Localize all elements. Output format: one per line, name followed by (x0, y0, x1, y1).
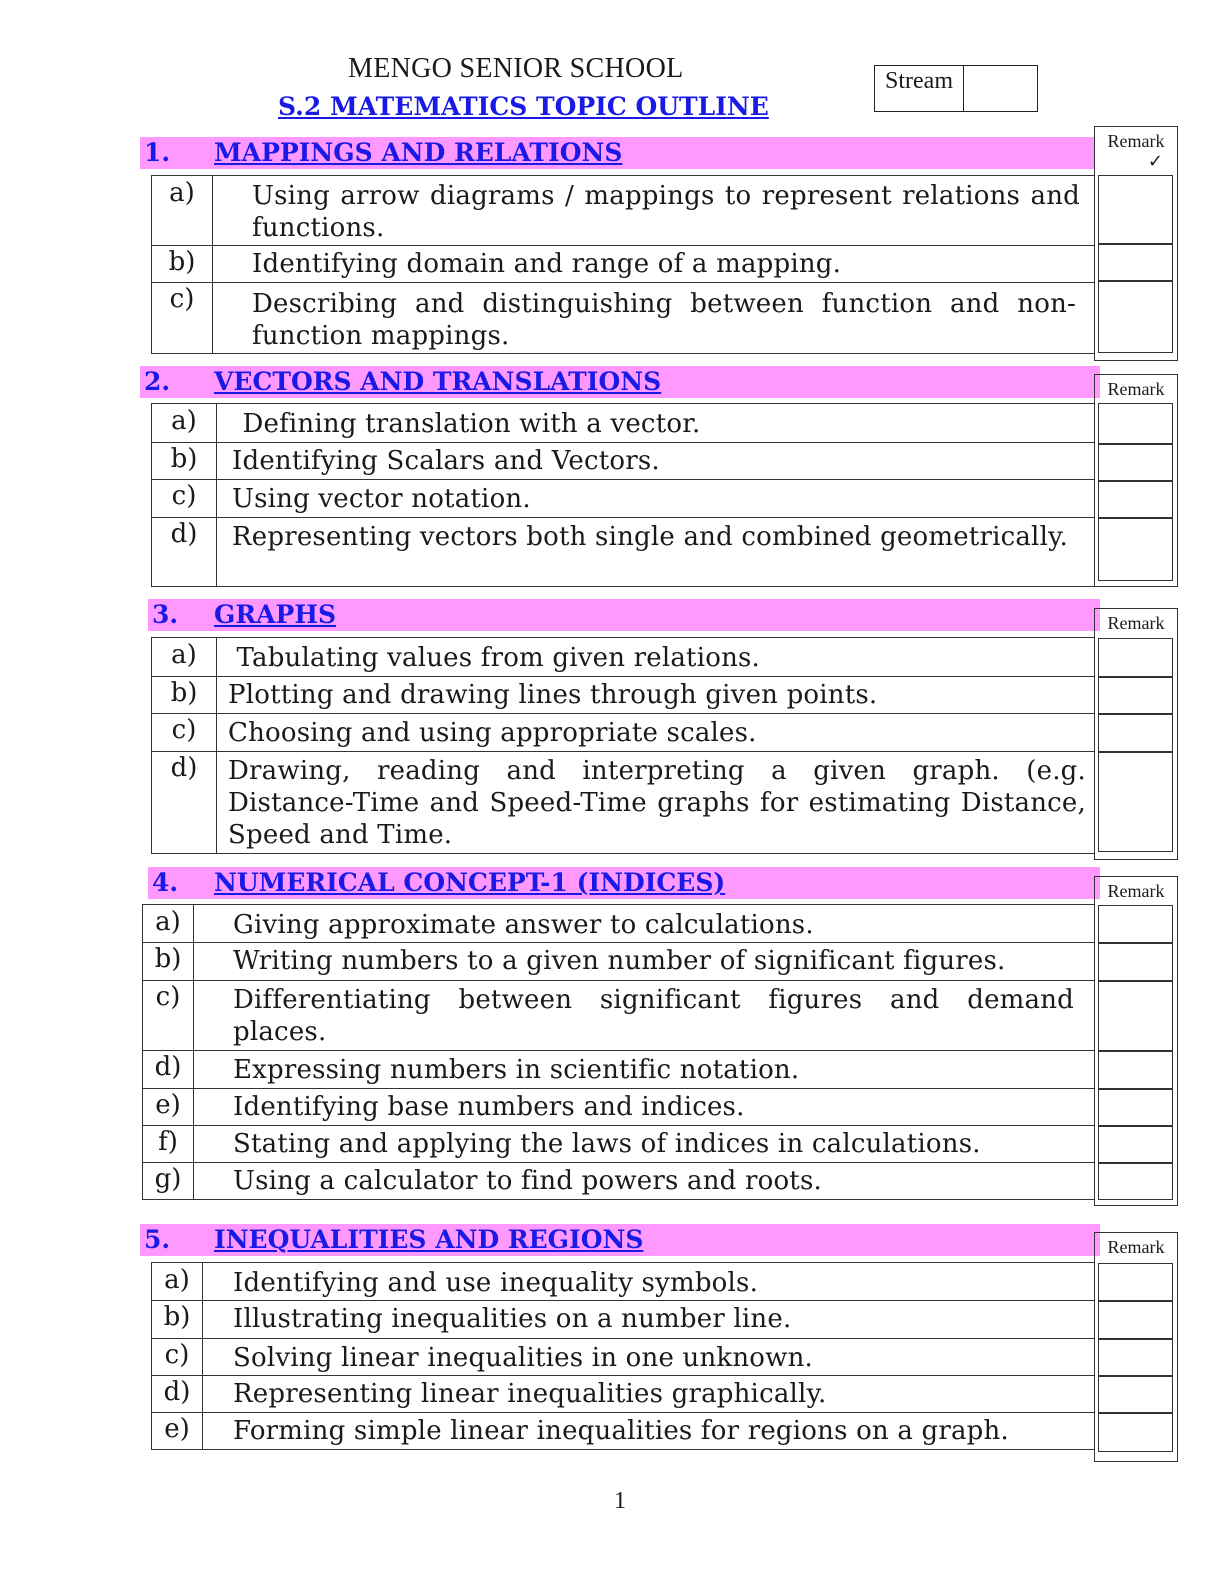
page-number: 1 (614, 1488, 626, 1514)
item-text: Identifying domain and range of a mapping. (252, 249, 842, 279)
remark-box[interactable] (1098, 1263, 1173, 1302)
item-label: b) (152, 442, 217, 479)
document-title: S.2 MATEMATICS TOPIC OUTLINE (278, 92, 769, 121)
remark-label: Remark (1107, 613, 1165, 633)
item-label: a) (152, 404, 217, 442)
section-5-items (151, 1262, 1095, 1450)
remark-label: Remark (1107, 131, 1165, 151)
item-label: a) (152, 176, 213, 245)
item-text: Using a calculator to find powers and roots. (233, 1166, 822, 1196)
item-label: d) (152, 1375, 203, 1412)
list-item (152, 1375, 1094, 1413)
remark-column-5 (1094, 1232, 1178, 1462)
remark-box[interactable] (1098, 1050, 1173, 1090)
list-item (143, 905, 1094, 943)
list-item (152, 1263, 1094, 1301)
remark-box[interactable] (1098, 1088, 1173, 1127)
list-item (143, 1162, 1094, 1199)
item-label: b) (143, 942, 194, 980)
item-label: c) (152, 479, 217, 517)
item-text: Writing numbers to a given number of significant figures. (233, 946, 1006, 976)
remark-box[interactable] (1098, 1338, 1173, 1377)
section-number: 2. (144, 367, 171, 396)
remark-box[interactable] (1098, 676, 1173, 715)
list-item (152, 282, 1094, 353)
remark-box[interactable] (1098, 942, 1173, 982)
item-label: b) (152, 245, 213, 282)
item-label: g) (143, 1162, 194, 1199)
remark-box[interactable] (1098, 1375, 1173, 1414)
check-mark-icon: ✓ (1147, 151, 1163, 172)
item-text: Identifying base numbers and indices. (233, 1092, 745, 1122)
list-item (143, 1050, 1094, 1089)
item-label: a) (152, 638, 217, 676)
section-1-items (151, 175, 1095, 354)
item-label: b) (152, 1300, 203, 1338)
section-2-header (140, 366, 1100, 398)
item-text: Tabulating values from given relations. (228, 643, 761, 673)
item-label: a) (152, 1263, 203, 1300)
section-4-header (148, 867, 1100, 899)
list-item (143, 1088, 1094, 1126)
item-label: e) (143, 1088, 194, 1125)
item-label: a) (143, 905, 194, 942)
section-title: GRAPHS (214, 600, 336, 629)
remark-label: Remark (1107, 1237, 1165, 1257)
item-label: e) (152, 1412, 203, 1449)
section-number: 1. (144, 138, 171, 167)
list-item (152, 751, 1094, 853)
remark-box[interactable] (1098, 403, 1173, 445)
list-item (152, 676, 1094, 714)
item-label: d) (143, 1050, 194, 1088)
section-3-items (151, 637, 1095, 854)
item-label: b) (152, 676, 217, 713)
stream-value-field[interactable] (964, 66, 1037, 111)
item-text: Stating and applying the laws of indices in calculations. (233, 1129, 981, 1159)
remark-label: Remark (1107, 881, 1165, 901)
remark-box[interactable] (1098, 280, 1173, 353)
item-text: Forming simple linear inequalities for regions on a graph. (233, 1416, 1009, 1446)
item-text: Drawing, reading and interpreting a given graph. (e.g. Distance-Time and Speed-Time graphs for estimating Distance, Speed and Time. (228, 756, 1086, 850)
remark-column-2 (1094, 374, 1178, 587)
list-item (143, 1125, 1094, 1163)
list-item (152, 245, 1094, 283)
list-item (152, 442, 1094, 480)
item-text: Defining translation with a vector. (234, 409, 701, 439)
section-2-items (151, 403, 1095, 587)
item-text: Giving approximate answer to calculations. (233, 910, 814, 940)
remark-box[interactable] (1098, 638, 1173, 678)
list-item (143, 942, 1094, 981)
section-title: VECTORS AND TRANSLATIONS (214, 367, 662, 396)
remark-box[interactable] (1098, 905, 1173, 944)
list-item (152, 1338, 1094, 1376)
remark-label: Remark (1107, 379, 1165, 399)
item-text: Using arrow diagrams / mappings to represent relations and functions. (252, 181, 1080, 243)
remark-box[interactable] (1098, 1412, 1173, 1452)
item-text: Differentiating between significant figures and demand places. (233, 985, 1074, 1047)
remark-box[interactable] (1098, 713, 1173, 753)
section-title: INEQUALITIES AND REGIONS (214, 1225, 644, 1254)
item-text: Identifying Scalars and Vectors. (232, 446, 660, 476)
item-label: c) (152, 282, 213, 353)
item-text: Illustrating inequalities on a number line. (233, 1304, 792, 1334)
item-text: Choosing and using appropriate scales. (228, 718, 757, 748)
list-item (152, 1412, 1094, 1449)
remark-box[interactable] (1098, 1300, 1173, 1340)
remark-box[interactable] (1098, 1162, 1173, 1200)
remark-box[interactable] (1098, 1125, 1173, 1164)
item-text: Identifying and use inequality symbols. (233, 1268, 759, 1298)
item-text: Expressing numbers in scientific notation. (233, 1055, 800, 1085)
item-text: Solving linear inequalities in one unknown. (233, 1343, 814, 1373)
section-3-header (148, 599, 1100, 631)
item-label: f) (143, 1125, 194, 1162)
item-label: c) (152, 1338, 203, 1375)
stream-box (874, 65, 1038, 112)
list-item (152, 638, 1094, 677)
item-text: Representing vectors both single and combined geometrically. (232, 522, 1068, 552)
list-item (152, 479, 1094, 518)
section-5-header (140, 1224, 1100, 1256)
remark-column-1 (1094, 126, 1178, 361)
remark-column-4 (1094, 876, 1178, 1206)
remark-column-3 (1094, 608, 1178, 860)
item-label: d) (152, 517, 217, 586)
section-4-items (142, 904, 1095, 1200)
remark-box[interactable] (1098, 751, 1173, 852)
list-item (152, 517, 1094, 586)
item-text: Describing and distinguishing between function and non-function mappings. (252, 289, 1076, 351)
item-text: Using vector notation. (232, 484, 531, 514)
list-item (152, 713, 1094, 752)
item-text: Plotting and drawing lines through given points. (228, 680, 878, 710)
item-label: d) (152, 751, 217, 853)
section-title: NUMERICAL CONCEPT-1 (INDICES) (214, 868, 726, 897)
section-1-header (140, 137, 1095, 169)
section-number: 4. (152, 868, 179, 897)
section-number: 3. (152, 600, 179, 629)
remark-box[interactable] (1098, 517, 1173, 581)
remark-box[interactable] (1098, 480, 1173, 519)
section-number: 5. (144, 1225, 171, 1254)
item-label: c) (152, 713, 217, 751)
list-item (152, 1300, 1094, 1339)
item-text: Representing linear inequalities graphically. (233, 1379, 827, 1409)
remark-box[interactable] (1098, 443, 1173, 482)
list-item (152, 404, 1094, 443)
item-label: c) (143, 980, 194, 1050)
remark-box[interactable] (1098, 980, 1173, 1052)
remark-box[interactable] (1098, 175, 1173, 245)
remark-box[interactable] (1098, 243, 1173, 282)
school-name: MENGO SENIOR SCHOOL (348, 53, 684, 84)
list-item (143, 980, 1094, 1051)
section-title: MAPPINGS AND RELATIONS (214, 138, 623, 167)
stream-label: Stream (875, 66, 964, 111)
list-item (152, 176, 1094, 246)
